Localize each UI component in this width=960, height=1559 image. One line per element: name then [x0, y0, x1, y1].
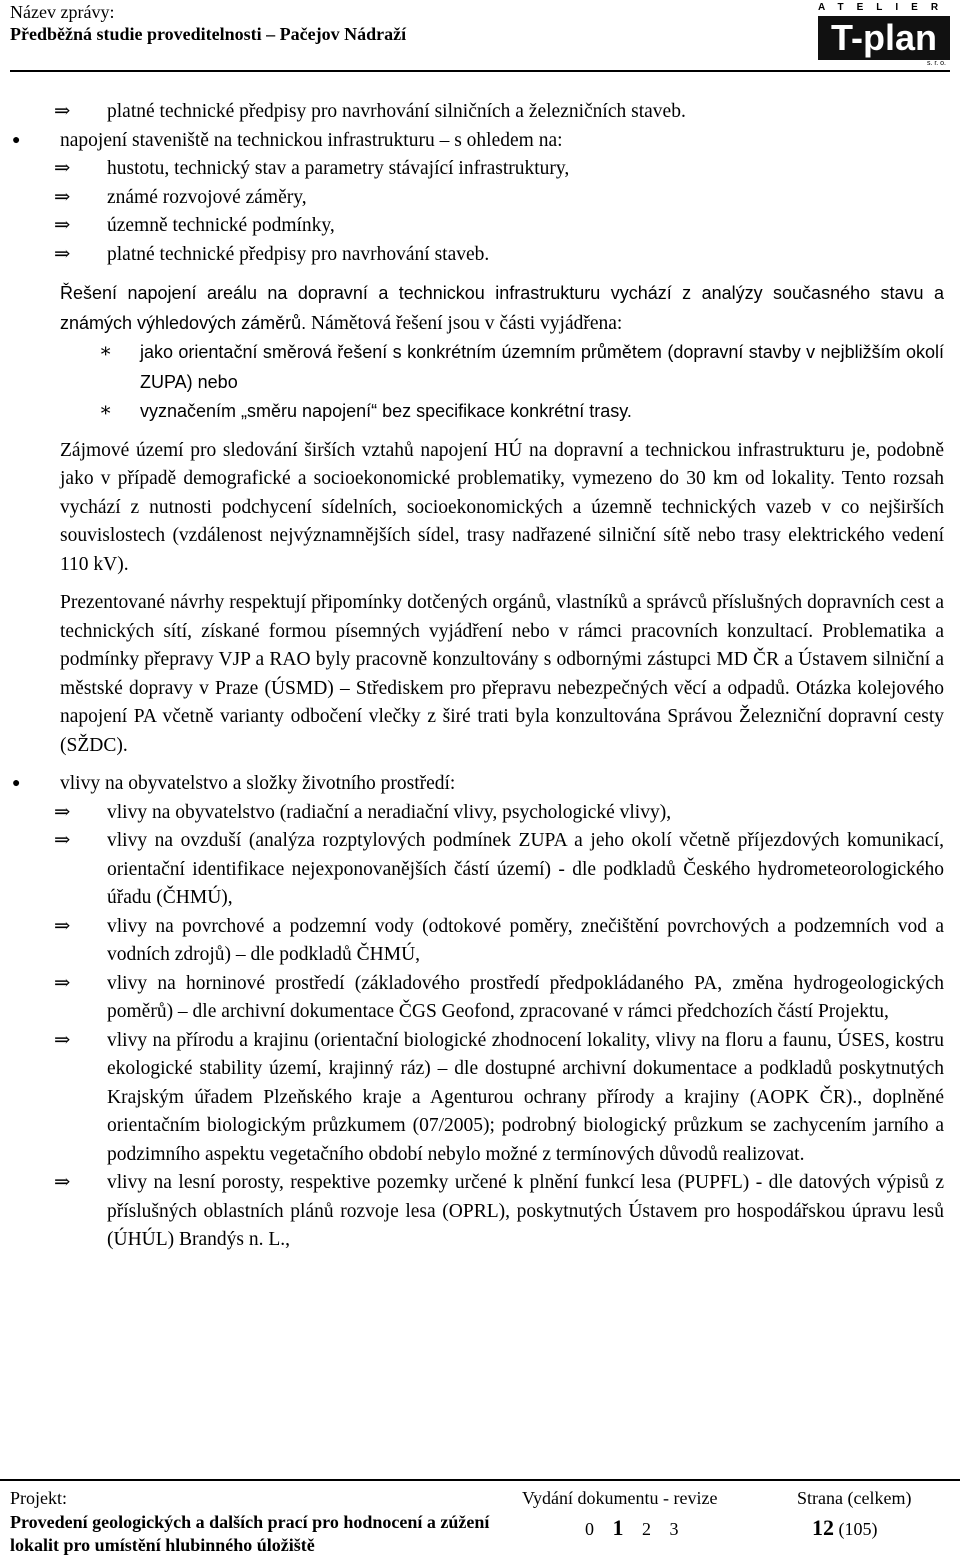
list-item: ⇒ platné technické předpisy pro navrhování staveb.	[60, 241, 944, 270]
list-item: ⇒ územně technické podmínky,	[60, 212, 944, 241]
header-divider	[10, 70, 950, 72]
logo-atelier-text: ATELIER	[818, 2, 952, 13]
project-title: Provedení geologických a dalších prací pro hodnocení a zúžení lokalit pro umístění hlubinného úložiště	[10, 1512, 490, 1555]
issue-2: 2	[642, 1519, 651, 1539]
issue-revision	[585, 1515, 679, 1541]
page-current: 12	[812, 1515, 834, 1540]
list-item: ⇒ vlivy na horninové prostředí (základového prostředí předpokládaného PA, změna hydrogeologických poměrů) – dle archivní dokumentace ČGS Geofond, zpracované v rámci předchozích částí Projektu,	[60, 970, 944, 1027]
report-name-label: Název zprávy:	[10, 2, 115, 22]
list-item: ∗ jako orientační směrová řešení s konkrétním územním průmětem (dopravní stavby v nejbližším okolí ZUPA) nebo	[60, 338, 944, 397]
implies-arrow-icon: ⇒	[54, 1029, 71, 1051]
asterisk-icon: ∗	[99, 341, 113, 362]
paragraph: Zájmové území pro sledování širších vztahů napojení HÚ na dopravní a technickou infrastrukturu je, podobně jako v případě demografické a socioekonomické problematiky, vymezeno do 30 km od lokality. Tento rozsah vychází z nutnosti podchycení sídelních, socioekonomických a územně technických vazeb v co nejširších souvislostech (vzdálenost nejvýznamnějších sídel, trasy nadřazené silniční sítě nebo trasy elektrického vedení 110 kV).	[60, 439, 944, 575]
issue-1: 1	[612, 1515, 624, 1540]
bullet-icon: ●	[12, 776, 21, 791]
project-label: Projekt:	[10, 1488, 67, 1508]
list-item: ● vlivy na obyvatelstvo a složky životního prostředí:	[60, 770, 944, 799]
page-total: (105)	[838, 1519, 878, 1539]
paragraph: Řešení napojení areálu na dopravní a technickou infrastrukturu vychází z analýzy současného stavu a známých výhledových záměrů. Námětová řešení jsou v části vyjádřena:	[60, 283, 944, 334]
page-number	[812, 1515, 878, 1541]
implies-arrow-icon: ⇒	[54, 972, 71, 994]
list-item: ⇒ hustotu, technický stav a parametry stávající infrastruktury,	[60, 155, 944, 184]
implies-arrow-icon: ⇒	[54, 158, 71, 179]
page-header	[10, 0, 950, 72]
issue-label: Vydání dokumentu - revize	[522, 1488, 718, 1508]
asterisk-icon: ∗	[99, 400, 113, 421]
list-item: ⇒ vlivy na lesní porosty, respektive pozemky určené k plnění funkcí lesa (PUPFL) - dle datových výpisů z příslušných oblastních plánů rozvoje lesa (OPRL), poskytnutých Ústavem pro hospodářskou úpravu lesů (ÚHÚL) Brandýs n. L.,	[60, 1169, 944, 1255]
list-item: ● napojení staveniště na technickou infrastrukturu – s ohledem na:	[60, 127, 944, 156]
list-item: ⇒ vlivy na povrchové a podzemní vody (odtokové poměry, znečištění povrchových a podzemních vod a vodních zdrojů) – dle podkladů ČHMÚ,	[60, 913, 944, 970]
list-item: ⇒ platné technické předpisy pro navrhování silničních a železničních staveb.	[60, 98, 944, 127]
report-title: Předběžná studie proveditelnosti – Pačejov Nádraží	[10, 24, 407, 44]
logo-main-text: T-plan	[818, 16, 950, 60]
list-item: ⇒ vlivy na obyvatelstvo (radiační a neradiační vlivy, psychologické vlivy),	[60, 799, 944, 828]
implies-arrow-icon: ⇒	[54, 830, 71, 851]
list-item: ⇒ známé rozvojové záměry,	[60, 184, 944, 213]
company-logo	[818, 2, 950, 66]
implies-arrow-icon: ⇒	[54, 915, 71, 937]
implies-arrow-icon: ⇒	[54, 215, 71, 236]
implies-arrow-icon: ⇒	[54, 101, 71, 122]
page-footer	[0, 1479, 960, 1559]
implies-arrow-icon: ⇒	[54, 186, 71, 208]
issue-3: 3	[669, 1519, 679, 1539]
logo-sub-text: s. r. o.	[926, 60, 946, 67]
implies-arrow-icon: ⇒	[54, 243, 71, 265]
page-label: Strana (celkem)	[797, 1488, 912, 1508]
list-item: ∗ vyznačením „směru napojení“ bez specifikace konkrétní trasy.	[60, 397, 944, 427]
implies-arrow-icon: ⇒	[54, 801, 71, 823]
bullet-icon: ●	[12, 132, 21, 148]
paragraph: Prezentované návrhy respektují připomínky dotčených orgánů, vlastníků a správců příslušných dopravních cest a technických sítí, získané formou písemných vyjádření nebo v rámci pracovních konzultací. Problematika a podmínky přepravy VJP a RAO byly pracovně konzultovány s odbornými zástupci MD ČR a Ústavem silniční a městské dopravy v Praze (ÚSMD) – Střediskem pro přepravu nebezpečných věcí a odpadů. Otázka kolejového napojení PA včetně varianty odbočení vlečky z širé trati byla konzultována Správou Železniční dopravní cesty (SŽDC).	[60, 592, 944, 756]
list-item: ⇒ vlivy na přírodu a krajinu (orientační biologické zhodnocení lokality, vlivy na floru a faunu, ÚSES, kostru ekologické stability území, krajinný ráz) – dle dostupné archivní dokumentace a podkladů poskytnutých Krajským úřadem Plzeňského kraje a Agenturou ochrany přírody a krajiny (AOPK ČR)., doplněné orientačním biologickým průzkumem (07/2005); podrobný biologický průzkum se zachycením jarního a podzimního aspektu vegetačního období nebylo možné z termínových důvodů realizovat.	[60, 1027, 944, 1170]
implies-arrow-icon: ⇒	[54, 1172, 71, 1193]
list-item: ⇒ vlivy na ovzduší (analýza rozptylových podmínek ZUPA a jeho okolí včetně příjezdových komunikací, orientační identifikace nejexponovanějších částí území) - dle podkladů Českého hydrometeorologického úřadu (ČHMÚ),	[60, 827, 944, 913]
document-body	[12, 98, 944, 1255]
issue-0: 0	[585, 1519, 594, 1539]
